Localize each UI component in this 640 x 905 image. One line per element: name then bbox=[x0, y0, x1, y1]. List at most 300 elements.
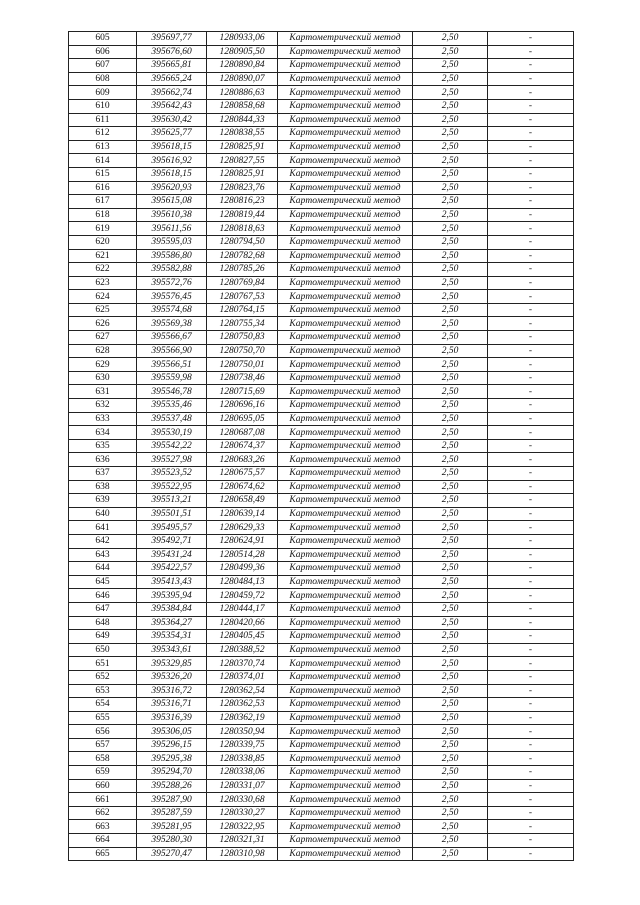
y-coordinate-cell: 1280499,36 bbox=[207, 562, 278, 576]
y-coordinate-cell: 1280639,14 bbox=[207, 507, 278, 521]
method-cell: Картометрический метод bbox=[278, 290, 413, 304]
point-number-cell: 626 bbox=[69, 317, 137, 331]
precision-cell: 2,50 bbox=[413, 426, 488, 440]
precision-cell: 2,50 bbox=[413, 630, 488, 644]
precision-cell: 2,50 bbox=[413, 181, 488, 195]
table-row bbox=[69, 684, 574, 698]
method-cell: Картометрический метод bbox=[278, 562, 413, 576]
x-coordinate-cell: 395620,93 bbox=[137, 181, 207, 195]
y-coordinate-cell: 1280827,55 bbox=[207, 154, 278, 168]
extra-cell: - bbox=[488, 45, 574, 59]
precision-cell: 2,50 bbox=[413, 276, 488, 290]
method-cell: Картометрический метод bbox=[278, 670, 413, 684]
extra-cell: - bbox=[488, 575, 574, 589]
y-coordinate-cell: 1280331,07 bbox=[207, 779, 278, 793]
x-coordinate-cell: 395395,94 bbox=[137, 589, 207, 603]
y-coordinate-cell: 1280330,68 bbox=[207, 793, 278, 807]
method-cell: Картометрический метод bbox=[278, 494, 413, 508]
precision-cell: 2,50 bbox=[413, 263, 488, 277]
method-cell: Картометрический метод bbox=[278, 806, 413, 820]
x-coordinate-cell: 395413,43 bbox=[137, 575, 207, 589]
x-coordinate-cell: 395295,38 bbox=[137, 752, 207, 766]
method-cell: Картометрический метод bbox=[278, 602, 413, 616]
extra-cell: - bbox=[488, 32, 574, 46]
table-row bbox=[69, 154, 574, 168]
method-cell: Картометрический метод bbox=[278, 820, 413, 834]
table-row bbox=[69, 766, 574, 780]
method-cell: Картометрический метод bbox=[278, 847, 413, 861]
x-coordinate-cell: 395422,57 bbox=[137, 562, 207, 576]
extra-cell: - bbox=[488, 195, 574, 209]
precision-cell: 2,50 bbox=[413, 589, 488, 603]
method-cell: Картометрический метод bbox=[278, 45, 413, 59]
x-coordinate-cell: 395615,08 bbox=[137, 195, 207, 209]
precision-cell: 2,50 bbox=[413, 480, 488, 494]
precision-cell: 2,50 bbox=[413, 766, 488, 780]
x-coordinate-cell: 395535,46 bbox=[137, 399, 207, 413]
point-number-cell: 625 bbox=[69, 303, 137, 317]
method-cell: Картометрический метод bbox=[278, 249, 413, 263]
precision-cell: 2,50 bbox=[413, 235, 488, 249]
x-coordinate-cell: 395287,90 bbox=[137, 793, 207, 807]
point-number-cell: 648 bbox=[69, 616, 137, 630]
point-number-cell: 658 bbox=[69, 752, 137, 766]
extra-cell: - bbox=[488, 181, 574, 195]
y-coordinate-cell: 1280674,37 bbox=[207, 439, 278, 453]
point-number-cell: 660 bbox=[69, 779, 137, 793]
precision-cell: 2,50 bbox=[413, 616, 488, 630]
method-cell: Картометрический метод bbox=[278, 195, 413, 209]
method-cell: Картометрический метод bbox=[278, 127, 413, 141]
point-number-cell: 662 bbox=[69, 806, 137, 820]
y-coordinate-cell: 1280755,34 bbox=[207, 317, 278, 331]
point-number-cell: 634 bbox=[69, 426, 137, 440]
point-number-cell: 659 bbox=[69, 766, 137, 780]
y-coordinate-cell: 1280339,75 bbox=[207, 738, 278, 752]
table-row bbox=[69, 575, 574, 589]
table-row bbox=[69, 589, 574, 603]
table-row bbox=[69, 439, 574, 453]
method-cell: Картометрический метод bbox=[278, 426, 413, 440]
method-cell: Картометрический метод bbox=[278, 72, 413, 86]
x-coordinate-cell: 395501,51 bbox=[137, 507, 207, 521]
precision-cell: 2,50 bbox=[413, 140, 488, 154]
method-cell: Картометрический метод bbox=[278, 698, 413, 712]
x-coordinate-cell: 395495,57 bbox=[137, 521, 207, 535]
x-coordinate-cell: 395676,60 bbox=[137, 45, 207, 59]
extra-cell: - bbox=[488, 467, 574, 481]
method-cell: Картометрический метод bbox=[278, 453, 413, 467]
y-coordinate-cell: 1280362,54 bbox=[207, 684, 278, 698]
point-number-cell: 630 bbox=[69, 371, 137, 385]
extra-cell: - bbox=[488, 793, 574, 807]
extra-cell: - bbox=[488, 589, 574, 603]
table-row bbox=[69, 453, 574, 467]
point-number-cell: 622 bbox=[69, 263, 137, 277]
method-cell: Картометрический метод bbox=[278, 235, 413, 249]
x-coordinate-cell: 395566,51 bbox=[137, 358, 207, 372]
point-number-cell: 631 bbox=[69, 385, 137, 399]
table-row bbox=[69, 480, 574, 494]
method-cell: Картометрический метод bbox=[278, 684, 413, 698]
point-number-cell: 655 bbox=[69, 711, 137, 725]
precision-cell: 2,50 bbox=[413, 453, 488, 467]
point-number-cell: 605 bbox=[69, 32, 137, 46]
table-row bbox=[69, 426, 574, 440]
table-row bbox=[69, 249, 574, 263]
point-number-cell: 644 bbox=[69, 562, 137, 576]
point-number-cell: 616 bbox=[69, 181, 137, 195]
x-coordinate-cell: 395530,19 bbox=[137, 426, 207, 440]
table-row bbox=[69, 793, 574, 807]
extra-cell: - bbox=[488, 371, 574, 385]
method-cell: Картометрический метод bbox=[278, 521, 413, 535]
x-coordinate-cell: 395566,67 bbox=[137, 331, 207, 345]
extra-cell: - bbox=[488, 72, 574, 86]
y-coordinate-cell: 1280330,27 bbox=[207, 806, 278, 820]
x-coordinate-cell: 395294,70 bbox=[137, 766, 207, 780]
extra-cell: - bbox=[488, 208, 574, 222]
extra-cell: - bbox=[488, 439, 574, 453]
method-cell: Картометрический метод bbox=[278, 507, 413, 521]
precision-cell: 2,50 bbox=[413, 195, 488, 209]
y-coordinate-cell: 1280310,98 bbox=[207, 847, 278, 861]
point-number-cell: 645 bbox=[69, 575, 137, 589]
precision-cell: 2,50 bbox=[413, 127, 488, 141]
precision-cell: 2,50 bbox=[413, 494, 488, 508]
y-coordinate-cell: 1280629,33 bbox=[207, 521, 278, 535]
table-row bbox=[69, 738, 574, 752]
y-coordinate-cell: 1280624,91 bbox=[207, 534, 278, 548]
coordinates-table-body bbox=[69, 32, 574, 861]
precision-cell: 2,50 bbox=[413, 562, 488, 576]
point-number-cell: 641 bbox=[69, 521, 137, 535]
table-row bbox=[69, 657, 574, 671]
x-coordinate-cell: 395665,24 bbox=[137, 72, 207, 86]
x-coordinate-cell: 395542,22 bbox=[137, 439, 207, 453]
method-cell: Картометрический метод bbox=[278, 399, 413, 413]
x-coordinate-cell: 395574,68 bbox=[137, 303, 207, 317]
extra-cell: - bbox=[488, 426, 574, 440]
point-number-cell: 614 bbox=[69, 154, 137, 168]
y-coordinate-cell: 1280823,76 bbox=[207, 181, 278, 195]
y-coordinate-cell: 1280459,72 bbox=[207, 589, 278, 603]
precision-cell: 2,50 bbox=[413, 602, 488, 616]
x-coordinate-cell: 395527,98 bbox=[137, 453, 207, 467]
x-coordinate-cell: 395326,20 bbox=[137, 670, 207, 684]
table-row bbox=[69, 99, 574, 113]
y-coordinate-cell: 1280405,45 bbox=[207, 630, 278, 644]
point-number-cell: 654 bbox=[69, 698, 137, 712]
x-coordinate-cell: 395611,56 bbox=[137, 222, 207, 236]
extra-cell: - bbox=[488, 494, 574, 508]
extra-cell: - bbox=[488, 480, 574, 494]
point-number-cell: 640 bbox=[69, 507, 137, 521]
y-coordinate-cell: 1280816,23 bbox=[207, 195, 278, 209]
method-cell: Картометрический метод bbox=[278, 358, 413, 372]
method-cell: Картометрический метод bbox=[278, 616, 413, 630]
y-coordinate-cell: 1280420,66 bbox=[207, 616, 278, 630]
method-cell: Картометрический метод bbox=[278, 643, 413, 657]
extra-cell: - bbox=[488, 290, 574, 304]
y-coordinate-cell: 1280782,68 bbox=[207, 249, 278, 263]
precision-cell: 2,50 bbox=[413, 113, 488, 127]
y-coordinate-cell: 1280819,44 bbox=[207, 208, 278, 222]
precision-cell: 2,50 bbox=[413, 317, 488, 331]
precision-cell: 2,50 bbox=[413, 154, 488, 168]
x-coordinate-cell: 395569,38 bbox=[137, 317, 207, 331]
extra-cell: - bbox=[488, 643, 574, 657]
table-row bbox=[69, 548, 574, 562]
method-cell: Картометрический метод bbox=[278, 208, 413, 222]
x-coordinate-cell: 395572,76 bbox=[137, 276, 207, 290]
point-number-cell: 624 bbox=[69, 290, 137, 304]
precision-cell: 2,50 bbox=[413, 439, 488, 453]
precision-cell: 2,50 bbox=[413, 847, 488, 861]
y-coordinate-cell: 1280933,06 bbox=[207, 32, 278, 46]
y-coordinate-cell: 1280484,13 bbox=[207, 575, 278, 589]
point-number-cell: 632 bbox=[69, 399, 137, 413]
precision-cell: 2,50 bbox=[413, 45, 488, 59]
y-coordinate-cell: 1280338,06 bbox=[207, 766, 278, 780]
table-row bbox=[69, 534, 574, 548]
precision-cell: 2,50 bbox=[413, 59, 488, 73]
point-number-cell: 649 bbox=[69, 630, 137, 644]
precision-cell: 2,50 bbox=[413, 643, 488, 657]
method-cell: Картометрический метод bbox=[278, 779, 413, 793]
precision-cell: 2,50 bbox=[413, 290, 488, 304]
precision-cell: 2,50 bbox=[413, 548, 488, 562]
point-number-cell: 635 bbox=[69, 439, 137, 453]
x-coordinate-cell: 395665,81 bbox=[137, 59, 207, 73]
point-number-cell: 627 bbox=[69, 331, 137, 345]
extra-cell: - bbox=[488, 521, 574, 535]
point-number-cell: 628 bbox=[69, 344, 137, 358]
x-coordinate-cell: 395431,24 bbox=[137, 548, 207, 562]
extra-cell: - bbox=[488, 766, 574, 780]
precision-cell: 2,50 bbox=[413, 167, 488, 181]
table-row bbox=[69, 643, 574, 657]
precision-cell: 2,50 bbox=[413, 344, 488, 358]
table-row bbox=[69, 167, 574, 181]
precision-cell: 2,50 bbox=[413, 793, 488, 807]
extra-cell: - bbox=[488, 249, 574, 263]
x-coordinate-cell: 395281,95 bbox=[137, 820, 207, 834]
precision-cell: 2,50 bbox=[413, 99, 488, 113]
y-coordinate-cell: 1280687,08 bbox=[207, 426, 278, 440]
extra-cell: - bbox=[488, 276, 574, 290]
precision-cell: 2,50 bbox=[413, 412, 488, 426]
method-cell: Картометрический метод bbox=[278, 766, 413, 780]
x-coordinate-cell: 395316,72 bbox=[137, 684, 207, 698]
table-row bbox=[69, 630, 574, 644]
table-row bbox=[69, 779, 574, 793]
extra-cell: - bbox=[488, 562, 574, 576]
x-coordinate-cell: 395576,45 bbox=[137, 290, 207, 304]
x-coordinate-cell: 395595,03 bbox=[137, 235, 207, 249]
table-row bbox=[69, 113, 574, 127]
point-number-cell: 621 bbox=[69, 249, 137, 263]
table-row bbox=[69, 507, 574, 521]
table-row bbox=[69, 263, 574, 277]
y-coordinate-cell: 1280362,19 bbox=[207, 711, 278, 725]
point-number-cell: 633 bbox=[69, 412, 137, 426]
y-coordinate-cell: 1280370,74 bbox=[207, 657, 278, 671]
y-coordinate-cell: 1280388,52 bbox=[207, 643, 278, 657]
table-row bbox=[69, 412, 574, 426]
y-coordinate-cell: 1280658,49 bbox=[207, 494, 278, 508]
y-coordinate-cell: 1280825,91 bbox=[207, 167, 278, 181]
table-row bbox=[69, 303, 574, 317]
extra-cell: - bbox=[488, 59, 574, 73]
point-number-cell: 608 bbox=[69, 72, 137, 86]
point-number-cell: 652 bbox=[69, 670, 137, 684]
point-number-cell: 642 bbox=[69, 534, 137, 548]
point-number-cell: 613 bbox=[69, 140, 137, 154]
precision-cell: 2,50 bbox=[413, 303, 488, 317]
x-coordinate-cell: 395364,27 bbox=[137, 616, 207, 630]
point-number-cell: 619 bbox=[69, 222, 137, 236]
y-coordinate-cell: 1280675,57 bbox=[207, 467, 278, 481]
extra-cell: - bbox=[488, 303, 574, 317]
precision-cell: 2,50 bbox=[413, 385, 488, 399]
method-cell: Картометрический метод bbox=[278, 331, 413, 345]
y-coordinate-cell: 1280674,62 bbox=[207, 480, 278, 494]
x-coordinate-cell: 395287,59 bbox=[137, 806, 207, 820]
y-coordinate-cell: 1280890,07 bbox=[207, 72, 278, 86]
point-number-cell: 651 bbox=[69, 657, 137, 671]
method-cell: Картометрический метод bbox=[278, 657, 413, 671]
precision-cell: 2,50 bbox=[413, 467, 488, 481]
method-cell: Картометрический метод bbox=[278, 140, 413, 154]
table-row bbox=[69, 86, 574, 100]
precision-cell: 2,50 bbox=[413, 86, 488, 100]
precision-cell: 2,50 bbox=[413, 684, 488, 698]
point-number-cell: 629 bbox=[69, 358, 137, 372]
x-coordinate-cell: 395270,47 bbox=[137, 847, 207, 861]
precision-cell: 2,50 bbox=[413, 358, 488, 372]
x-coordinate-cell: 395288,26 bbox=[137, 779, 207, 793]
x-coordinate-cell: 395586,80 bbox=[137, 249, 207, 263]
table-row bbox=[69, 698, 574, 712]
precision-cell: 2,50 bbox=[413, 575, 488, 589]
method-cell: Картометрический метод bbox=[278, 534, 413, 548]
point-number-cell: 653 bbox=[69, 684, 137, 698]
extra-cell: - bbox=[488, 399, 574, 413]
extra-cell: - bbox=[488, 222, 574, 236]
extra-cell: - bbox=[488, 317, 574, 331]
x-coordinate-cell: 395316,71 bbox=[137, 698, 207, 712]
table-row bbox=[69, 725, 574, 739]
extra-cell: - bbox=[488, 820, 574, 834]
table-row bbox=[69, 317, 574, 331]
method-cell: Картометрический метод bbox=[278, 480, 413, 494]
x-coordinate-cell: 395566,90 bbox=[137, 344, 207, 358]
method-cell: Картометрический метод bbox=[278, 589, 413, 603]
precision-cell: 2,50 bbox=[413, 670, 488, 684]
extra-cell: - bbox=[488, 385, 574, 399]
table-row bbox=[69, 806, 574, 820]
extra-cell: - bbox=[488, 548, 574, 562]
extra-cell: - bbox=[488, 507, 574, 521]
y-coordinate-cell: 1280858,68 bbox=[207, 99, 278, 113]
table-row bbox=[69, 140, 574, 154]
table-row bbox=[69, 59, 574, 73]
precision-cell: 2,50 bbox=[413, 521, 488, 535]
extra-cell: - bbox=[488, 616, 574, 630]
table-row bbox=[69, 467, 574, 481]
extra-cell: - bbox=[488, 331, 574, 345]
x-coordinate-cell: 395559,98 bbox=[137, 371, 207, 385]
extra-cell: - bbox=[488, 752, 574, 766]
point-number-cell: 665 bbox=[69, 847, 137, 861]
extra-cell: - bbox=[488, 453, 574, 467]
x-coordinate-cell: 395513,21 bbox=[137, 494, 207, 508]
point-number-cell: 611 bbox=[69, 113, 137, 127]
table-row bbox=[69, 127, 574, 141]
point-number-cell: 664 bbox=[69, 834, 137, 848]
method-cell: Картометрический метод bbox=[278, 344, 413, 358]
table-row bbox=[69, 521, 574, 535]
table-row bbox=[69, 562, 574, 576]
y-coordinate-cell: 1280321,31 bbox=[207, 834, 278, 848]
table-row bbox=[69, 45, 574, 59]
extra-cell: - bbox=[488, 725, 574, 739]
table-row bbox=[69, 235, 574, 249]
extra-cell: - bbox=[488, 670, 574, 684]
method-cell: Картометрический метод bbox=[278, 276, 413, 290]
y-coordinate-cell: 1280715,69 bbox=[207, 385, 278, 399]
table-row bbox=[69, 195, 574, 209]
method-cell: Картометрический метод bbox=[278, 412, 413, 426]
point-number-cell: 617 bbox=[69, 195, 137, 209]
method-cell: Картометрический метод bbox=[278, 575, 413, 589]
precision-cell: 2,50 bbox=[413, 752, 488, 766]
x-coordinate-cell: 395492,71 bbox=[137, 534, 207, 548]
precision-cell: 2,50 bbox=[413, 32, 488, 46]
y-coordinate-cell: 1280696,16 bbox=[207, 399, 278, 413]
y-coordinate-cell: 1280444,17 bbox=[207, 602, 278, 616]
x-coordinate-cell: 395523,52 bbox=[137, 467, 207, 481]
y-coordinate-cell: 1280785,26 bbox=[207, 263, 278, 277]
y-coordinate-cell: 1280683,26 bbox=[207, 453, 278, 467]
point-number-cell: 639 bbox=[69, 494, 137, 508]
point-number-cell: 620 bbox=[69, 235, 137, 249]
extra-cell: - bbox=[488, 847, 574, 861]
method-cell: Картометрический метод bbox=[278, 548, 413, 562]
extra-cell: - bbox=[488, 657, 574, 671]
point-number-cell: 636 bbox=[69, 453, 137, 467]
x-coordinate-cell: 395546,78 bbox=[137, 385, 207, 399]
extra-cell: - bbox=[488, 684, 574, 698]
x-coordinate-cell: 395343,61 bbox=[137, 643, 207, 657]
method-cell: Картометрический метод bbox=[278, 371, 413, 385]
extra-cell: - bbox=[488, 263, 574, 277]
method-cell: Картометрический метод bbox=[278, 630, 413, 644]
table-row bbox=[69, 358, 574, 372]
method-cell: Картометрический метод bbox=[278, 439, 413, 453]
point-number-cell: 650 bbox=[69, 643, 137, 657]
y-coordinate-cell: 1280750,01 bbox=[207, 358, 278, 372]
method-cell: Картометрический метод bbox=[278, 793, 413, 807]
x-coordinate-cell: 395316,39 bbox=[137, 711, 207, 725]
extra-cell: - bbox=[488, 738, 574, 752]
method-cell: Картометрический метод bbox=[278, 86, 413, 100]
y-coordinate-cell: 1280350,94 bbox=[207, 725, 278, 739]
table-row bbox=[69, 820, 574, 834]
extra-cell: - bbox=[488, 86, 574, 100]
y-coordinate-cell: 1280769,84 bbox=[207, 276, 278, 290]
